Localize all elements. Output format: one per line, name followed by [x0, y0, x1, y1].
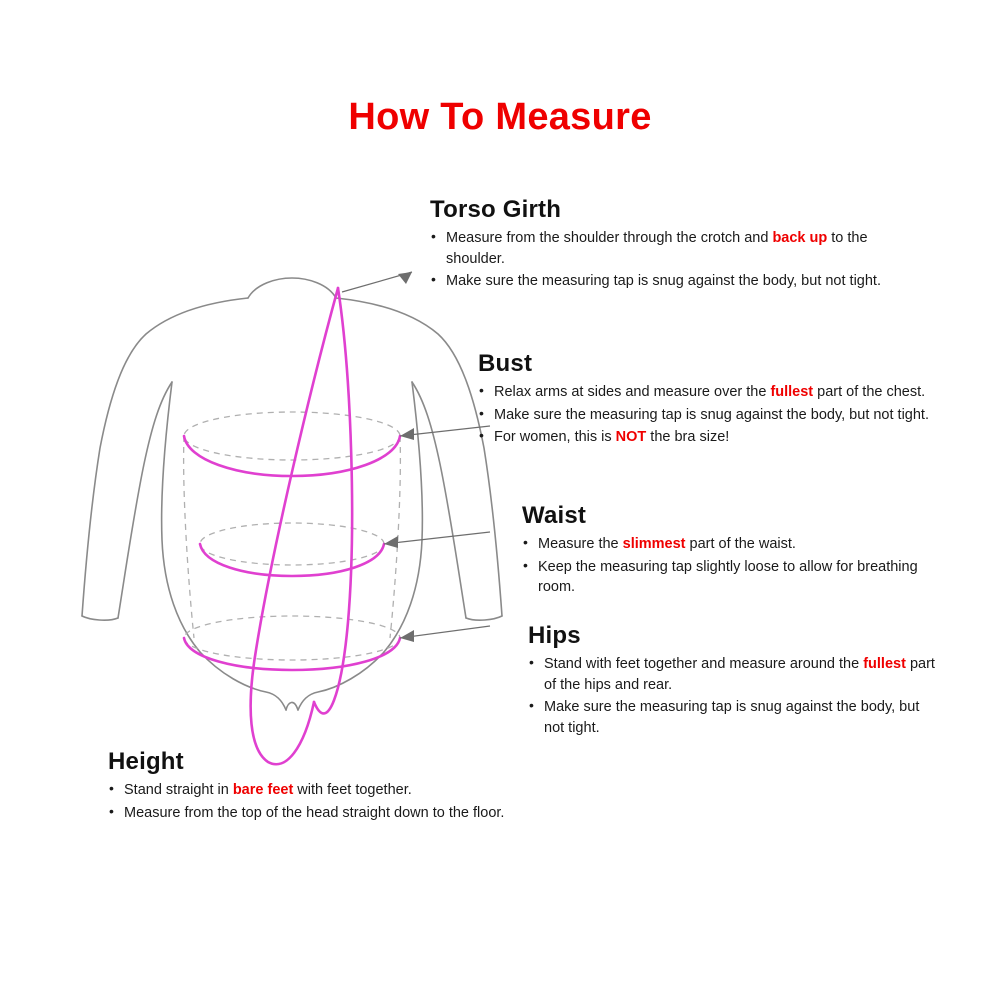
emphasized-text: fullest	[863, 656, 906, 672]
section-waist	[522, 502, 942, 600]
bullet-text: with feet together.	[293, 782, 412, 798]
list-item	[478, 382, 978, 403]
emphasized-text: fullest	[770, 384, 814, 400]
section-bust	[478, 350, 978, 450]
bullet-text: Measure from the top of the head straight down to the floor.	[124, 804, 505, 821]
section-height	[108, 748, 628, 825]
section-hips	[528, 622, 938, 740]
bullet-text: part of the waist.	[685, 536, 796, 552]
section-heading-height: Height	[108, 748, 184, 775]
list-item	[478, 405, 978, 426]
section-bullets-waist	[522, 534, 942, 598]
list-item	[430, 228, 885, 269]
bullet-text: Keep the measuring tap slightly loose to allow for breathing room.	[538, 558, 918, 596]
list-item	[108, 803, 628, 824]
list-item	[108, 780, 628, 801]
bullet-text: Stand with feet together and measure around the	[544, 656, 864, 672]
list-item	[478, 427, 978, 448]
bullet-text: Relax arms at sides and measure over the	[494, 384, 771, 400]
section-torso-girth	[430, 196, 885, 294]
section-heading-bust: Bust	[478, 350, 533, 377]
emphasized-text: bare feet	[232, 782, 294, 798]
list-item	[522, 534, 942, 555]
bullet-text: part of the hips and rear.	[544, 656, 935, 693]
bodysuit-measurement-diagram	[60, 250, 520, 810]
section-bullets-torso-girth	[430, 228, 885, 292]
bullet-text: For women, this is	[494, 429, 616, 446]
list-item	[528, 697, 938, 738]
bullet-text: Stand straight in	[124, 782, 233, 798]
list-item	[522, 557, 942, 598]
section-bullets-height	[108, 780, 628, 823]
section-heading-hips: Hips	[528, 622, 581, 649]
bullet-text: the bra size!	[646, 429, 730, 446]
section-bullets-bust	[478, 382, 978, 448]
bullet-text: part of the chest.	[813, 384, 926, 400]
bullet-text: Measure the	[538, 536, 623, 552]
bullet-text: Make sure the measuring tap is snug against the body, but not tight.	[544, 699, 920, 736]
bullet-text: Measure from the shoulder through the crotch and	[446, 230, 773, 246]
bullet-text: Make sure the measuring tap is snug against the body, but not tight.	[446, 273, 881, 290]
section-bullets-hips	[528, 654, 938, 738]
section-heading-torso-girth: Torso Girth	[430, 196, 562, 223]
emphasized-text: NOT	[615, 429, 647, 446]
emphasized-text: back up	[772, 230, 828, 246]
list-item	[430, 271, 885, 292]
section-heading-waist: Waist	[522, 502, 587, 529]
bullet-text: to the shoulder.	[446, 230, 868, 267]
page-title: How To Measure	[348, 96, 652, 138]
list-item	[528, 654, 938, 695]
emphasized-text: slimmest	[622, 536, 686, 552]
bullet-text: Make sure the measuring tap is snug against the body, but not tight.	[494, 406, 929, 423]
